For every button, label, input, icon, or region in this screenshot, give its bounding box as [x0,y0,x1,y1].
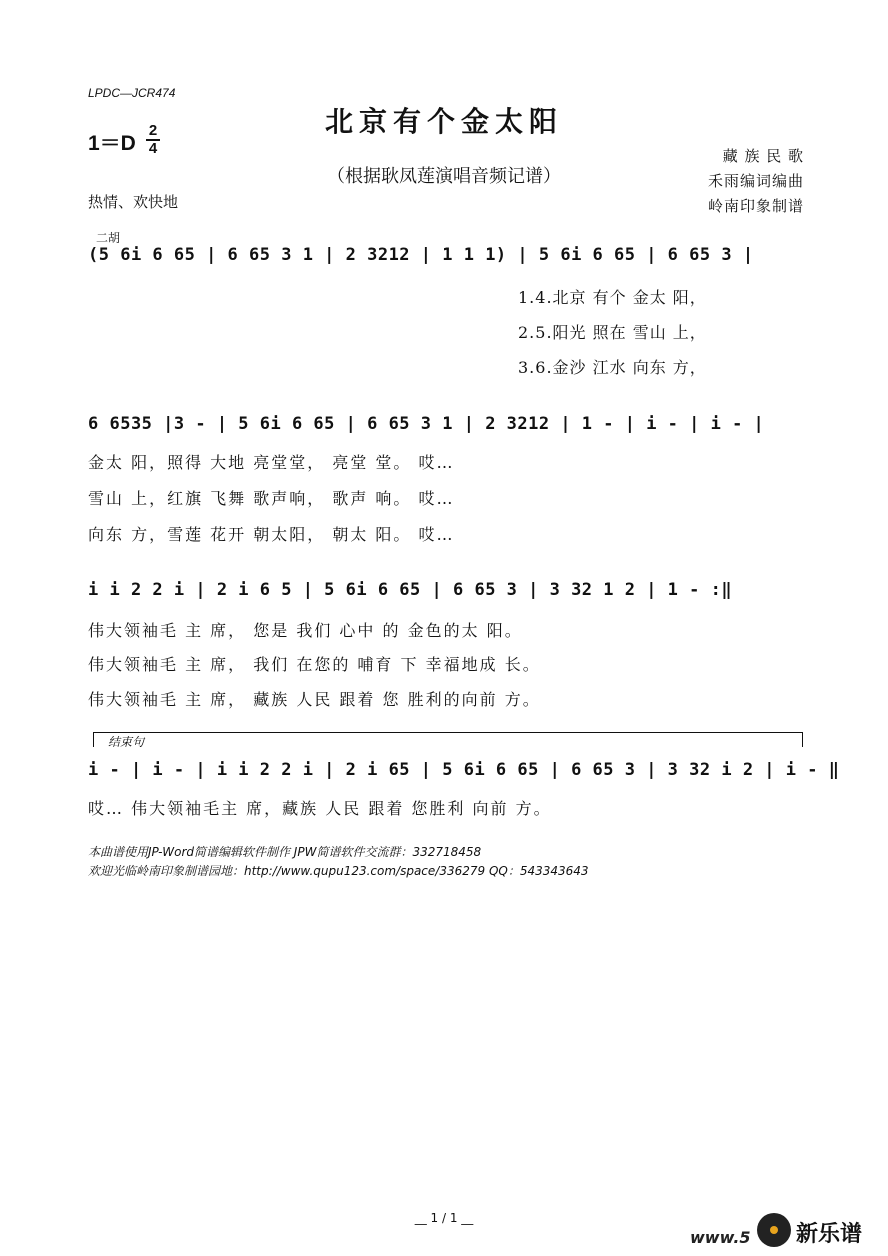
footer-website-note: 欢迎光临岭南印象制谱园地：http://www.qupu123.com/space/336279 QQ：543343643 [88,864,589,878]
instrument-label: 二胡 [96,231,121,245]
ending-label: 结束句 [108,735,145,749]
verse-lyric-3-1: 伟大领袖毛 主 席， 您是 我们 心中 的 金色的太 阳。 [88,621,523,640]
credit-arranger: 禾雨编词编曲 [707,172,804,190]
key-signature: 1＝D [88,132,136,155]
credit-origin: 藏 族 民 歌 [722,147,804,165]
ending-bracket [93,732,803,747]
credit-transcriber: 岭南印象制谱 [707,197,804,215]
verse-lyric-2-2: 雪山 上，红旗 飞舞 歌声响， 歌声 响。 哎… [88,489,455,508]
verse-lyric-1-1: 1.4.北京 有个 金太 阳， [518,288,707,307]
subtitle: （根据耿凤莲演唱音频记谱） [327,166,561,187]
footer-software-note: 本曲谱使用JP-Word简谱编辑软件制作 JPW简谱软件交流群：332718458 [88,845,482,859]
verse-lyric-1-2: 2.5.阳光 照在 雪山 上， [518,323,707,342]
time-top: 2 [148,122,158,139]
notation-line-4: i - | i - | i i 2 2 i | 2 i 65 | 5 6i 6 65 | 6 65 3 | 3 32 i 2 | i - ‖ [88,760,840,780]
tempo-marking: 热情、欢快地 [88,193,179,211]
verse-lyric-3-3: 伟大领袖毛 主 席， 藏族 人民 跟着 您 胜利的向前 方。 [88,690,541,709]
verse-lyric-1-3: 3.6.金沙 江水 向东 方， [518,358,707,377]
notation-line-1: (5 6i 6 65 | 6 65 3 1 | 2 3212 | 1 1 1) | 5 6i 6 65 | 6 65 3 | [88,245,754,265]
song-title: 北京有个金太阳 [324,105,563,138]
watermark-url: www.5 [690,1228,751,1247]
watermark-disc-icon [757,1213,791,1247]
notation-line-2: 6 6535 |3 - | 5 6i 6 65 | 6 65 3 1 | 2 3212 | 1 - | i - | i - | [88,414,765,434]
score-code: LPDC—JCR474 [88,86,176,100]
verse-lyric-3-2: 伟大领袖毛 主 席， 我们 在您的 哺育 下 幸福地成 长。 [88,655,541,674]
time-signature [146,124,160,156]
verse-lyric-2-1: 金太 阳，照得 大地 亮堂堂， 亮堂 堂。 哎… [88,453,455,472]
verse-lyric-4-1: 哎… 伟大领袖毛主 席，藏族 人民 跟着 您胜利 向前 方。 [88,799,552,818]
verse-lyric-2-3: 向东 方，雪莲 花开 朝太阳， 朝太 阳。 哎… [88,525,455,544]
notation-line-3: i i 2 2 i | 2 i 6 5 | 5 6i 6 65 | 6 65 3 | 3 32 1 2 | 1 - :‖ [88,580,733,600]
time-bottom: 4 [148,140,158,157]
watermark-brand: 新乐谱 [796,1222,863,1247]
page-number: __ 1 / 1 __ [414,1211,474,1225]
